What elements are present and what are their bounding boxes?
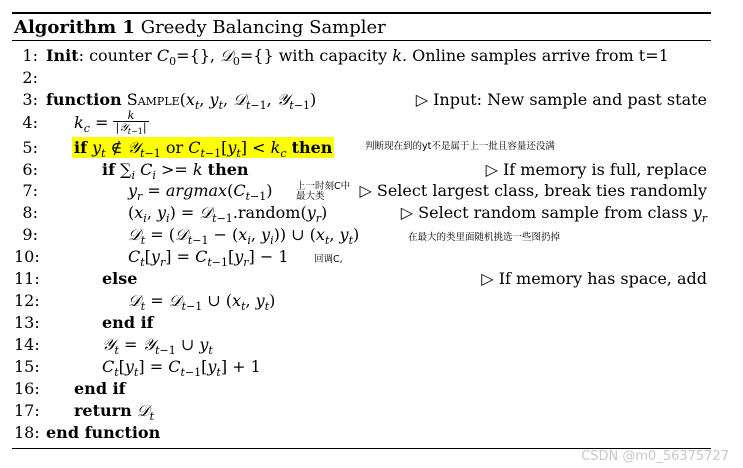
line-code: Init: counter $C_0=\{\}$, 𝒟$_0$={} with capacity k. Online samples arrive from t=1 — [46, 46, 669, 69]
line-code: $y_r = argmax(C_{t-1})$ — [128, 181, 273, 204]
fraction: $\frac{k}{|𝒴_{t-1}|}$ — [115, 109, 147, 137]
line-code: end function — [46, 423, 161, 442]
line-code: else — [102, 269, 138, 288]
line-code: if $\sum_i$ $C_i >= k$ then — [102, 160, 249, 183]
line-code: end if — [102, 313, 154, 332]
line-comment: ▷ If memory has space, add — [481, 269, 707, 288]
line-code: ($x_i$, $y_i$) = $𝒟_{t-1}.random(y_r)$ — [128, 203, 328, 226]
line-code: $k_c$ = $\frac{k}{|𝒴_{t-1}|}$ — [74, 109, 147, 137]
annotation-note: 回调C, — [314, 254, 343, 265]
highlighted-condition: if $y_t$ ∉ 𝒴$_{t-1}$ or $C_{t-1}[y_t] < k_c$ then — [74, 138, 333, 161]
line-number: 3: — [22, 90, 38, 109]
line-number: 2: — [22, 68, 38, 87]
line-number: 9: — [22, 225, 38, 244]
title-rule — [12, 40, 711, 41]
line-number: 8: — [22, 203, 38, 222]
annotation-note: 在最大的类里面随机挑选一些图扔掉 — [408, 232, 561, 243]
line-code: 𝒟$_t$ = 𝒟$_{t-1}$ ∪ ($x_t$, $y_t$) — [128, 291, 276, 314]
algo-line-16 — [0, 379, 743, 401]
algo-line-2 — [0, 68, 743, 90]
algo-line-9 — [0, 225, 743, 247]
line-code — [72, 138, 334, 160]
line-code: $C_t[y_r] = C_{t-1}[y_r] - 1$ — [128, 247, 289, 270]
algorithm-label: Algorithm 1 — [14, 17, 135, 38]
line-code: 𝒴$_t$ = 𝒴$_{t-1}$ ∪ $y_t$ — [102, 335, 213, 358]
algo-line-17 — [0, 401, 743, 423]
line-comment: ▷ Select random sample from class $y_r$ — [400, 203, 707, 226]
line-code: return 𝒟$_t$ — [74, 401, 154, 424]
algo-line-13 — [0, 313, 743, 335]
line-number: 11: — [14, 269, 40, 288]
line-number: 15: — [14, 357, 40, 376]
algo-line-3 — [0, 90, 743, 112]
line-number: 14: — [14, 335, 40, 354]
line-code: 𝒟$_t$ = (𝒟$_{t-1}$ − ($x_i$, $y_i$)) ∪ ($x_t$, $y_t$) — [128, 225, 360, 248]
line-code: function $Sample(x_t$, $y_t$, 𝒟$_{t-1}$, 𝒴$_{t-1}$) — [46, 90, 317, 113]
algo-line-12 — [0, 291, 743, 313]
line-comment: ▷ If memory is full, replace — [485, 160, 707, 179]
algo-line-11 — [0, 269, 743, 291]
line-number: 18: — [14, 423, 40, 442]
line-comment: ▷ Select largest class, break ties randomly — [359, 181, 707, 200]
line-number: 7: — [22, 181, 38, 200]
algo-line-5 — [0, 138, 743, 160]
line-code: end if — [74, 379, 126, 398]
annotation-note: 判断现在到的yt不是属于上一批且容量还没满 — [365, 141, 555, 152]
line-number: 13: — [14, 313, 40, 332]
line-number: 6: — [22, 160, 38, 179]
line-number: 1: — [22, 46, 38, 65]
top-rule — [12, 12, 711, 14]
algorithm-title — [14, 17, 386, 38]
line-number: 16: — [14, 379, 40, 398]
line-number: 17: — [14, 401, 40, 420]
algo-line-1 — [0, 46, 743, 68]
line-number: 10: — [14, 247, 40, 266]
line-number: 4: — [22, 113, 38, 132]
algorithm-name: Greedy Balancing Sampler — [140, 17, 386, 38]
algo-line-6 — [0, 160, 743, 182]
annotation-note: 上一时刻C中 最大类 — [296, 181, 351, 202]
watermark: CSDN @m0_56375727 — [581, 449, 729, 464]
algo-line-8 — [0, 203, 743, 225]
algo-line-4 — [0, 109, 743, 137]
algo-line-7 — [0, 181, 743, 203]
algo-line-10 — [0, 247, 743, 269]
line-code: $C_t[y_t] = C_{t-1}[y_t] + 1$ — [102, 357, 261, 380]
algo-line-18 — [0, 423, 743, 445]
algo-line-15 — [0, 357, 743, 379]
line-number: 5: — [22, 138, 38, 157]
algo-line-14 — [0, 335, 743, 357]
line-number: 12: — [14, 291, 40, 310]
line-comment: ▷ Input: New sample and past state — [415, 90, 707, 109]
